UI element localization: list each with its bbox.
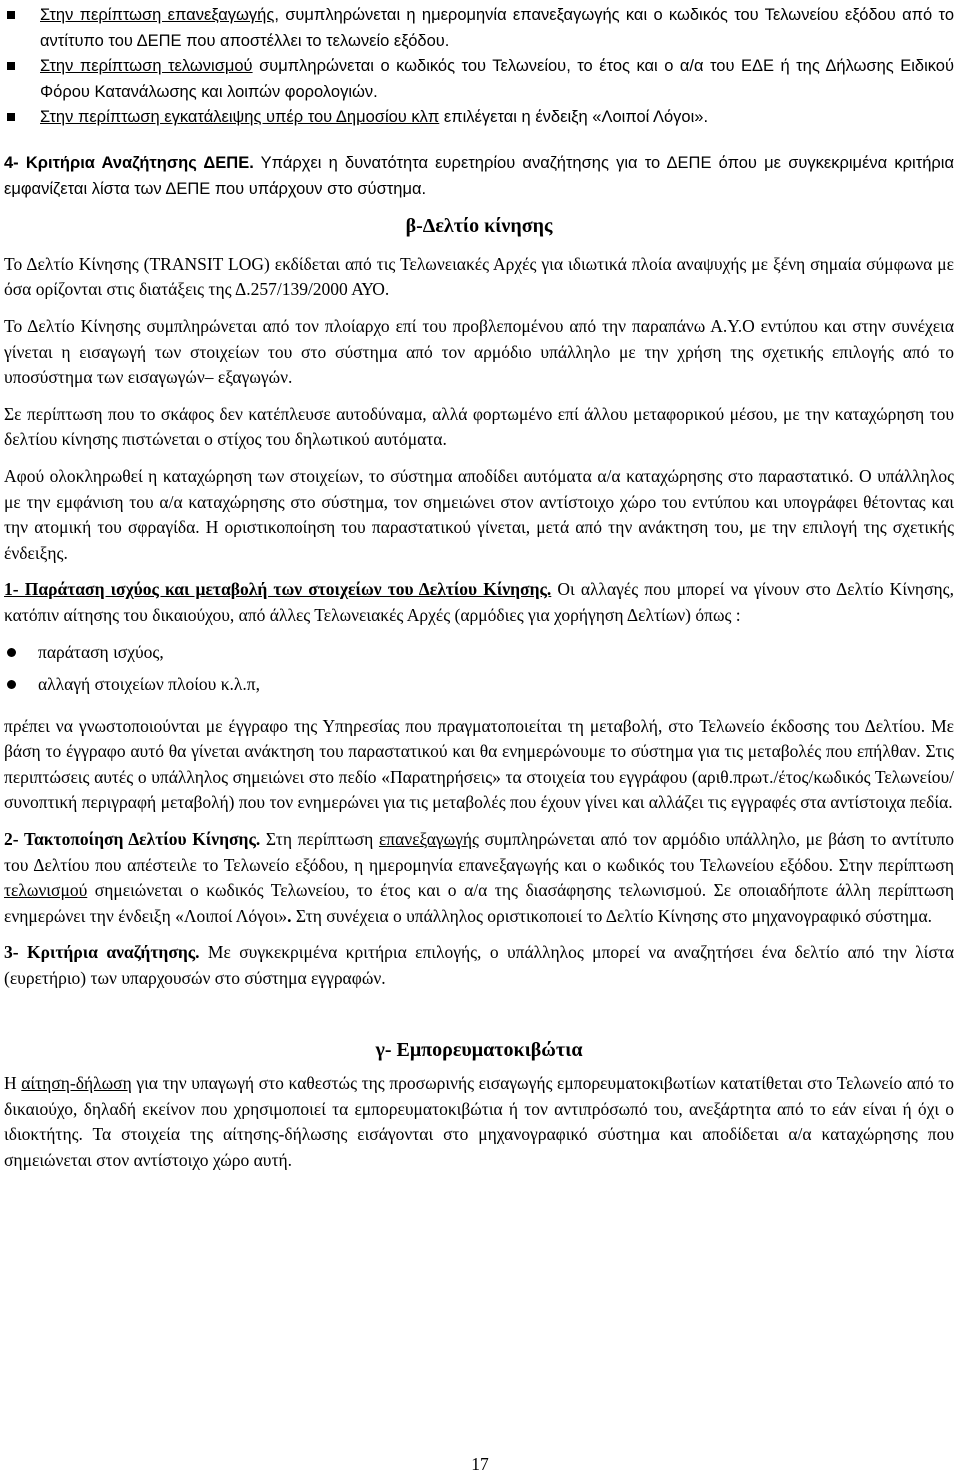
paragraph-intro-2: Το Δελτίο Κίνησης συμπληρώνεται από τον πλοίαρχο επί του προβλεπομένου από την παραπάνω Α.Υ.Ο εντύπου και στην συνέχεια γίνεται η εισαγωγή των στοιχείων του στο σύστημα από τον αρμόδιο υπάλληλο με την χρήση της σχετικής επιλογής από το υποσύστημα των εισαγωγών– εξαγωγών. <box>4 315 954 388</box>
paragraph-containers: Η αίτηση-δήλωση για την υπαγωγή στο καθεστώς της προσωρινής εισαγωγής εμπορευματοκιβωτίων κατατίθεται στο Τελωνείο από το δικαιούχο, δηλαδή εκείνον που χρησιμοποιεί τα εμπορευματοκιβώτια ή τον αντιπρόσωπό του, ανεξάρτητα από το εάν είναι ή όχι ο ιδιοκτήτης. Τα στοιχεία της αίτησης-δήλωσης εισάγονται στο μηχανογραφικό σύστημα και αποδίδεται α/α καταχώρησης που σημειώνεται στον αντίστοιχο χώρο αυτή. <box>4 1073 955 1170</box>
section-2-paragraph: 2- Τακτοποίηση Δελτίου Κίνησης. Στη περίπτωση επανεξαγωγής συμπληρώνεται από τον αρμόδιο υπάλληλο, με βάση το αντίτυπο του Δελτίου που απέστειλε το Τελωνείο εξόδου, η ημερομηνία επανεξαγωγής και ο κωδικός του Τελωνείου εξόδου. Στην περίπτωση τελωνισμού σημειώνεται ο κωδικός Τελωνείου, το έτος και ο α/α της διασάφησης τελωνισμού. Σε οποιαδήποτε άλλη περίπτωση ενημερώνει την ένδειξη «Λοιποί Λόγοι». Στη συνέχεια ο υπάλληλος οριστικοποιεί το Δελτίο Κίνησης στο μηχανογραφικό σύστημα. <box>4 829 954 926</box>
section-1-paragraph: 1- Παράταση ισχύος και μεταβολή των στοιχείων του Δελτίου Κίνησης. Οι αλλαγές που μπορεί να γίνουν στο Δελτίο Κίνησης, κατόπιν αίτησης του δικαιούχου, από άλλες Τελωνειακές Αρχές (αρμόδιες για χορήγηση Δελτίων) όπως : <box>4 579 954 625</box>
page-number: 17 <box>471 1454 489 1474</box>
paragraph-complete: Αφού ολοκληρωθεί η καταχώρηση των στοιχείων, το σύστημα αποδίδει αυτόματα α/α καταχώρησης στο παραστατικό. Ο υπάλληλος με την εμφάνιση του α/α καταχώρησης στο σύστημα, τον σημειώνει στον αντίστοιχο χώρο του εντύπου και υπογράφει θέτοντας και την ατομική του σφραγίδα. Η οριστικοποίηση του παραστατικού γίνεται, μετά από την ανάκτηση του, με την επιλογή της σχετικής ένδειξης. <box>4 465 954 563</box>
section-1-continuation: πρέπει να γνωστοποιούνται με έγγραφο της Υπηρεσίας που πραγματοποιείται τη μεταβολή, στο Τελωνείο έκδοσης του Δελτίου. Με βάση το έγγραφο αυτό θα γίνεται ανάκτηση του παραστατικού και θα ενημερώνουμε το σύστημα για τις μεταβολές που επήλθαν. Στις περιπτώσεις αυτές ο υπάλληλος σημειώνει στο πεδίο «Παρατηρήσεις» τα στοιχεία του εγγράφου (αριθ.πρωτ./έτος/κωδικός Τελωνείου/συνοπτική περιγραφή μεταβολή) που τον ενημερώνει για τις μεταβολές που έχουν γίνει και αλλάζει τις εγγραφές στα αντίστοιχα πεδία. <box>4 715 954 813</box>
section-2-title: 2- Τακτοποίηση Δελτίου Κίνησης. <box>4 829 261 850</box>
section-3-title: 3- Κριτήρια αναζήτησης. <box>4 942 200 963</box>
bullet-icon <box>7 680 16 689</box>
list-item: αλλαγή στοιχείων πλοίου κ.λ.π, <box>4 672 954 698</box>
list-item: παράταση ισχύος, <box>4 640 954 666</box>
section-4-title: 4- Κριτήρια Αναζήτησης ΔΕΠΕ. <box>4 153 254 172</box>
section-4-paragraph: 4- Κριτήρια Αναζήτησης ΔΕΠΕ. Υπάρχει η δυνατότητα ευρετηρίου αναζήτησης για το ΔΕΠΕ όπου με συγκεκριμένα κριτήρια εμφανίζεται λίστα των ΔΕΠΕ που υπάρχουν στο σύστημα. <box>4 153 954 198</box>
square-bullet-icon <box>7 11 15 19</box>
document-page <box>4 0 954 1174</box>
list-item: Στην περίπτωση επανεξαγωγής, συμπληρώνεται η ημερομηνία επανεξαγωγής και ο κωδικός του Τελωνείου εξόδου από το αντίτυπο του ΔΕΠΕ που αποστέλλει το τελωνείο εξόδου. <box>4 3 954 54</box>
section-3-paragraph: 3- Κριτήρια αναζήτησης. Με συγκεκριμένα κριτήρια επιλογής, ο υπάλληλος μπορεί να αναζητήσει ένα δελτίο από την λίστα (ευρετήριο) των υπαρχουσών στο σύστημα εγγραφών. <box>4 942 954 988</box>
list-item: Στην περίπτωση τελωνισμού συμπληρώνεται ο κωδικός του Τελωνείου, το έτος και ο α/α του ΕΔΕ ή της Δήλωσης Ειδικού Φόρου Κατανάλωσης και λοιπών φορολογιών. <box>4 54 954 105</box>
square-bullet-list <box>4 3 954 131</box>
paragraph-vessel: Σε περίπτωση που το σκάφος δεν κατέπλευσε αυτοδύναμα, αλλά φορτωμένο επί άλλου μεταφορικού μέσου, με την καταχώρηση του δελτίου κίνησης πιστώνεται ο στίχος του δηλωτικού αυτόματα. <box>4 403 954 450</box>
list-item: Στην περίπτωση εγκατάλειψης υπέρ του Δημοσίου κλπ επιλέγεται η ένδειξη «Λοιποί Λόγοι». <box>4 105 954 131</box>
bullet-icon <box>7 648 16 657</box>
heading-transit-log: β-Δελτίο κίνησης <box>405 215 553 238</box>
paragraph-intro-1: Το Δελτίο Κίνησης (TRANSIT LOG) εκδίδεται από τις Τελωνειακές Αρχές για ιδιωτικά πλοία αναψυχής με ξένη σημαία σύμφωνα με όσα ορίζονται στις διατάξεις της Δ.257/139/2000 ΑΥΟ. <box>4 253 954 300</box>
heading-containers: γ- Εμπορευματοκιβώτια <box>375 1038 583 1061</box>
square-bullet-icon <box>7 62 15 70</box>
bullet-list <box>4 640 954 697</box>
section-1-title: 1- Παράταση ισχύος και μεταβολή των στοιχείων του Δελτίου Κίνησης. <box>4 579 552 600</box>
square-bullet-icon <box>7 113 15 121</box>
